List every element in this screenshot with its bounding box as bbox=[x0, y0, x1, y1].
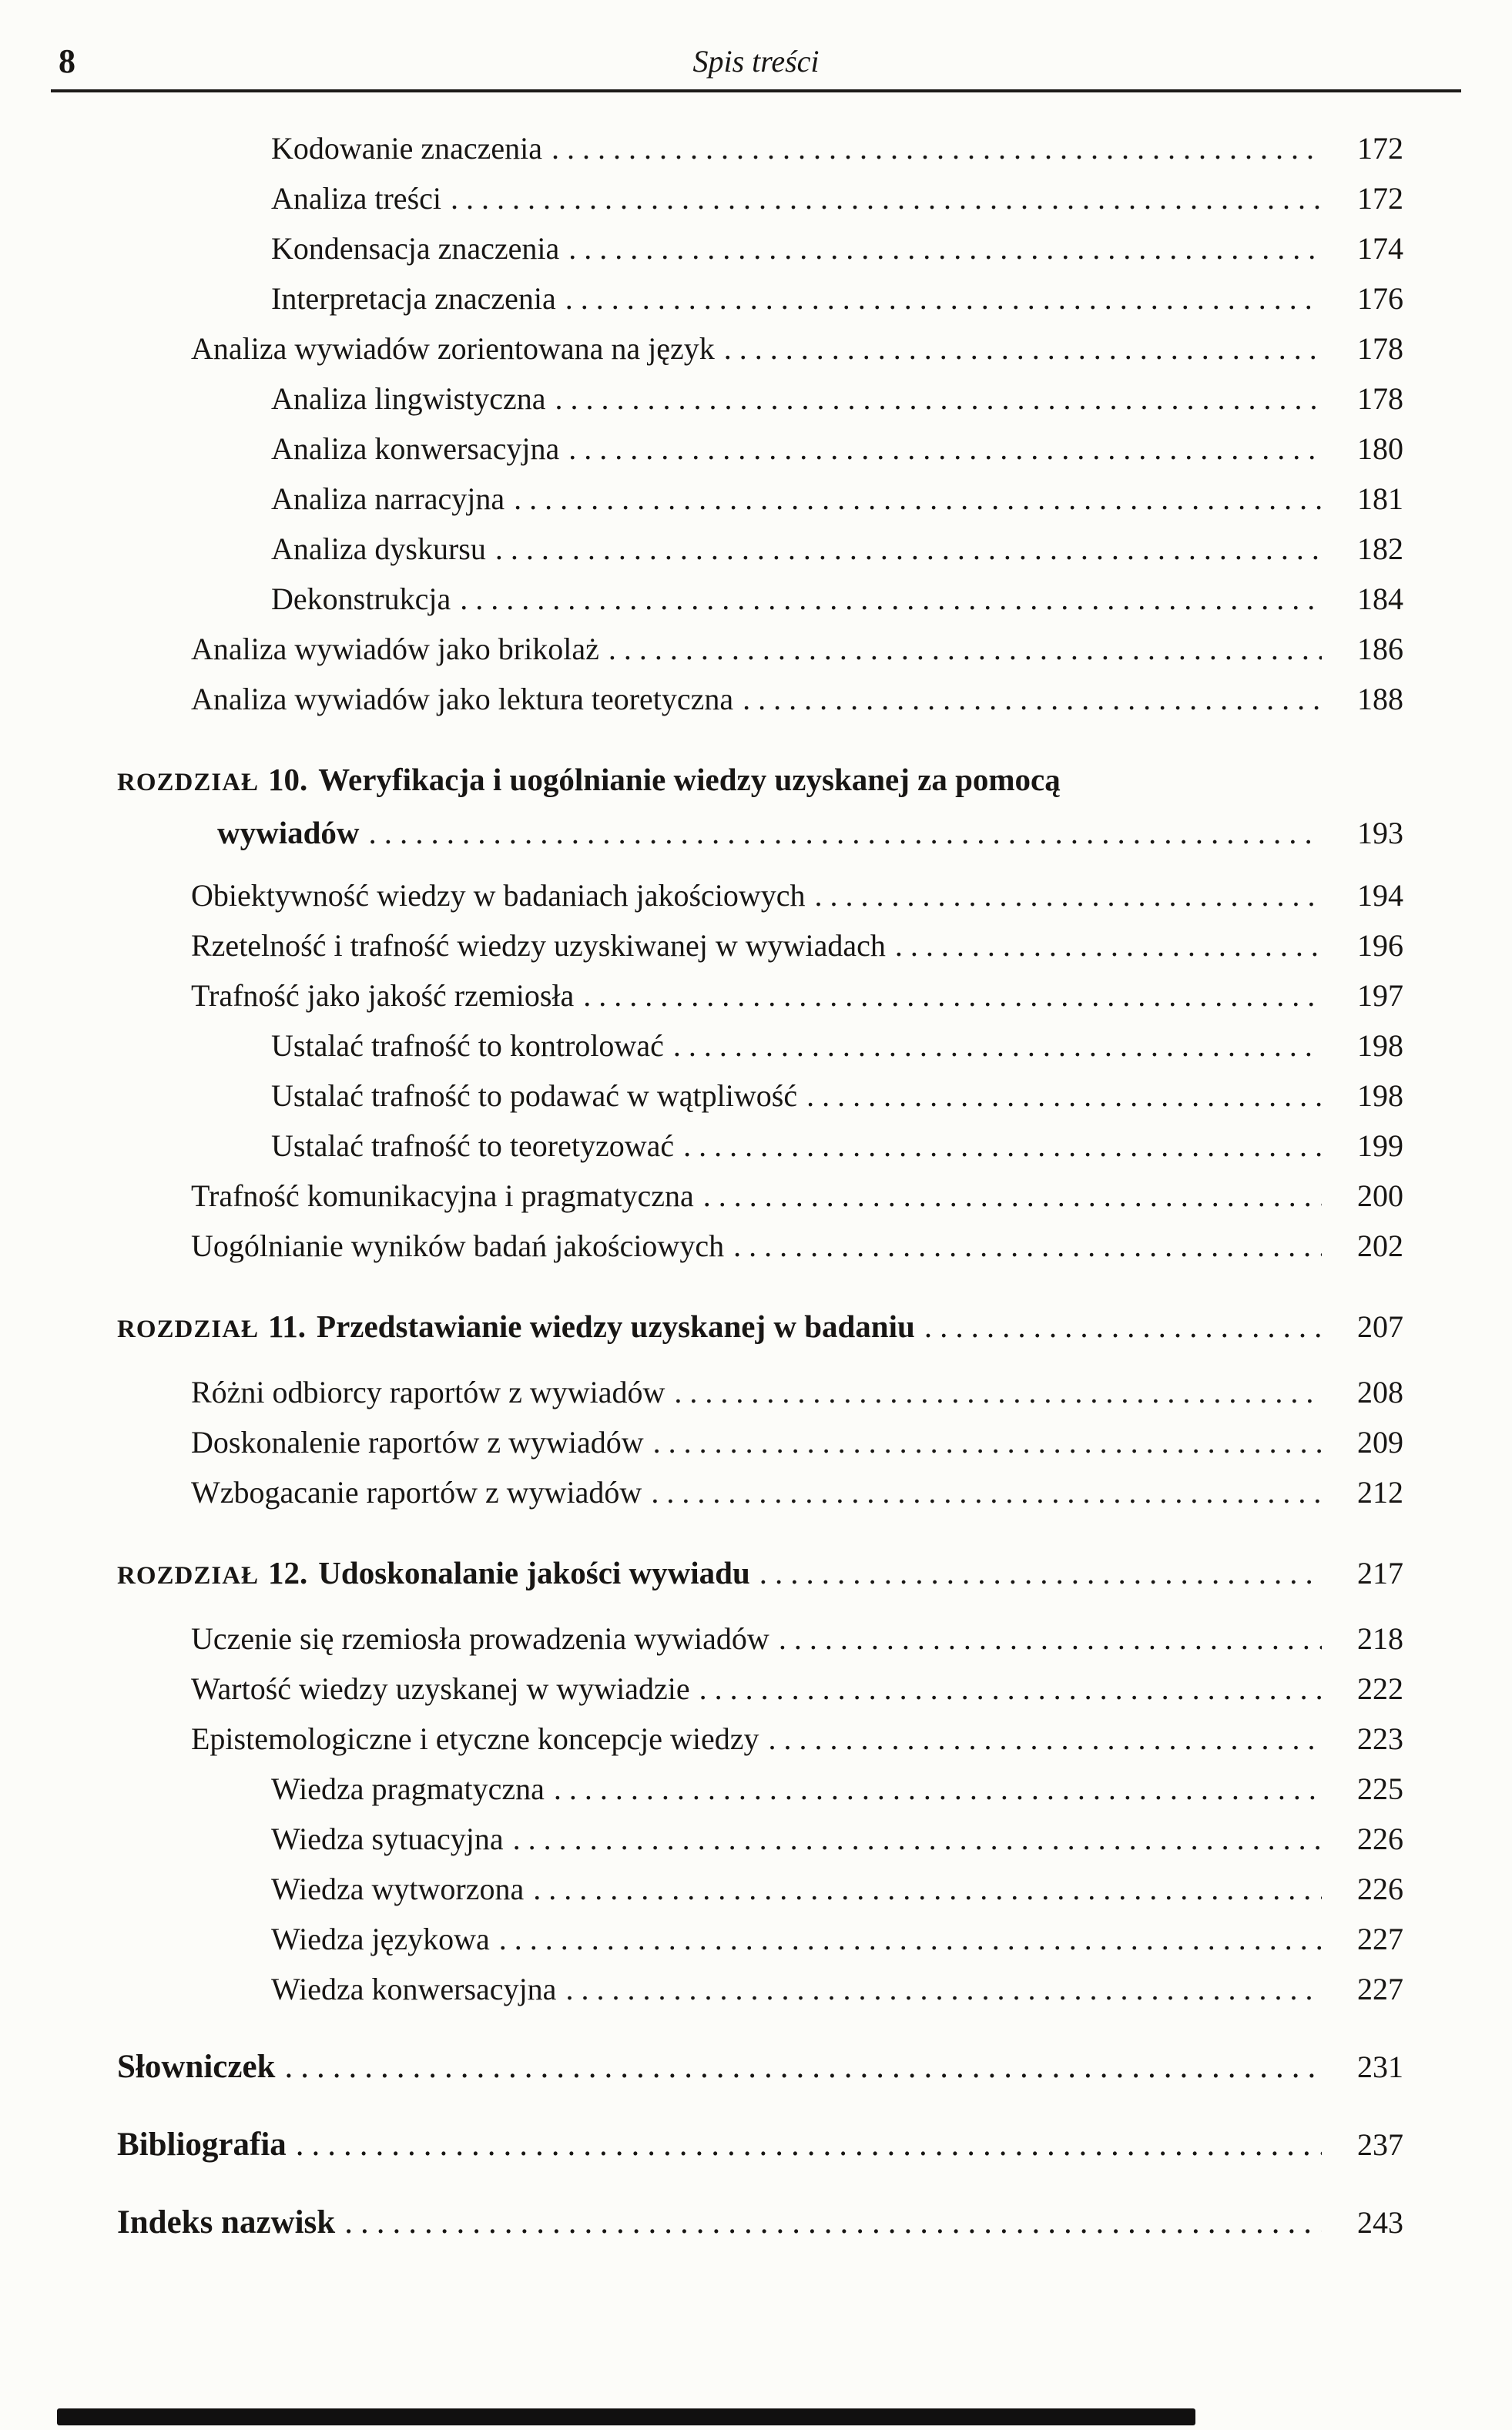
toc-entry bbox=[117, 1121, 1403, 1171]
toc-backmatter-entry bbox=[117, 2120, 1403, 2170]
entry-label: Indeks nazwisk bbox=[117, 2204, 336, 2241]
toc-entry bbox=[117, 1764, 1403, 1814]
entry-label: Trafność jako jakość rzemiosła bbox=[191, 978, 575, 1013]
page-ref: 184 bbox=[1357, 582, 1403, 616]
chapter-number: 10. bbox=[268, 762, 308, 797]
page-ref: 227 bbox=[1357, 1972, 1403, 2006]
page-ref: 178 bbox=[1357, 331, 1403, 366]
toc-entry bbox=[117, 1714, 1403, 1764]
scan-artifact-bar bbox=[57, 2408, 1195, 2425]
entry-label: Trafność komunikacyjna i pragmatyczna bbox=[191, 1178, 694, 1213]
dot-leader bbox=[565, 1964, 1322, 2014]
page-ref: 172 bbox=[1357, 181, 1403, 216]
dot-leader bbox=[513, 1814, 1322, 1864]
dot-leader bbox=[460, 574, 1322, 624]
toc-entry bbox=[117, 1864, 1403, 1914]
page-ref: 217 bbox=[1357, 1556, 1403, 1590]
toc-entry bbox=[117, 1664, 1403, 1714]
toc-entry bbox=[117, 624, 1403, 674]
page-ref: 180 bbox=[1357, 431, 1403, 466]
dot-leader bbox=[369, 808, 1322, 858]
dot-leader bbox=[815, 870, 1322, 920]
page-ref: 231 bbox=[1357, 2050, 1403, 2084]
entry-label: Ustalać trafność to teoretyzować bbox=[271, 1128, 675, 1163]
page-ref: 212 bbox=[1357, 1475, 1403, 1510]
entry-label: Analiza narracyjna bbox=[271, 481, 505, 516]
page-ref: 202 bbox=[1357, 1228, 1403, 1263]
chapter-title: Udoskonalanie jakości wywiadu bbox=[318, 1555, 750, 1590]
toc-entry bbox=[117, 323, 1403, 374]
chapter-word: ROZDZIAŁ bbox=[117, 1562, 260, 1590]
toc-entry bbox=[117, 1367, 1403, 1417]
entry-label: Doskonalenie raportów z wywiadów bbox=[191, 1425, 644, 1460]
page-ref: 207 bbox=[1357, 1309, 1403, 1344]
dot-leader bbox=[499, 1914, 1322, 1964]
dot-leader bbox=[924, 1302, 1322, 1352]
page-ref: 172 bbox=[1357, 131, 1403, 166]
page-ref: 174 bbox=[1357, 231, 1403, 266]
entry-label: Kodowanie znaczenia bbox=[271, 131, 543, 166]
page-number: 8 bbox=[59, 42, 75, 80]
page-ref: 196 bbox=[1357, 928, 1403, 963]
page-ref: 181 bbox=[1357, 481, 1403, 516]
toc-entry bbox=[117, 1467, 1403, 1517]
dot-leader bbox=[554, 1764, 1322, 1814]
entry-label: Analiza wywiadów zorientowana na język bbox=[191, 331, 715, 366]
chapter-word: ROZDZIAŁ bbox=[117, 769, 260, 796]
chapter-title: Przedstawianie wiedzy uzyskanej w badaniu bbox=[317, 1309, 915, 1344]
entry-label: Analiza dyskursu bbox=[271, 531, 486, 566]
entry-label: Wiedza językowa bbox=[271, 1922, 490, 1956]
page-ref: 200 bbox=[1357, 1178, 1403, 1213]
entry-label: Rzetelność i trafność wiedzy uzyskiwanej w wywiadach bbox=[191, 928, 886, 963]
dot-leader bbox=[583, 970, 1322, 1021]
toc-entry bbox=[117, 1914, 1403, 1964]
entry-label: Wiedza pragmatyczna bbox=[271, 1771, 545, 1806]
dot-leader bbox=[759, 1548, 1322, 1598]
toc-entry bbox=[117, 424, 1403, 474]
toc-entry bbox=[117, 474, 1403, 524]
toc-entry bbox=[117, 1071, 1403, 1121]
page-ref: 188 bbox=[1357, 682, 1403, 716]
dot-leader bbox=[568, 223, 1322, 273]
entry-label: Epistemologiczne i etyczne koncepcje wiedzy bbox=[191, 1721, 759, 1756]
entry-label: Analiza wywiadów jako lektura teoretyczna bbox=[191, 682, 734, 716]
toc-entry bbox=[117, 123, 1403, 173]
toc-entry bbox=[117, 273, 1403, 323]
toc-backmatter-entry bbox=[117, 2042, 1403, 2092]
entry-label: Uogólnianie wyników badań jakościowych bbox=[191, 1228, 725, 1263]
page-header bbox=[51, 0, 1461, 92]
page-ref: 198 bbox=[1357, 1078, 1403, 1113]
entry-label: Wiedza sytuacyjna bbox=[271, 1822, 504, 1856]
toc-entry bbox=[117, 674, 1403, 724]
page-ref: 209 bbox=[1357, 1425, 1403, 1460]
dot-leader bbox=[568, 424, 1322, 474]
entry-label: Interpretacja znaczenia bbox=[271, 281, 556, 316]
dot-leader bbox=[533, 1864, 1322, 1914]
toc-entry bbox=[117, 970, 1403, 1021]
page-ref: 194 bbox=[1357, 878, 1403, 913]
toc-entry bbox=[117, 1221, 1403, 1271]
dot-leader bbox=[608, 624, 1322, 674]
toc-entry bbox=[117, 574, 1403, 624]
page-ref: 226 bbox=[1357, 1872, 1403, 1906]
dot-leader bbox=[653, 1417, 1322, 1467]
entry-label: Słowniczek bbox=[117, 2049, 276, 2085]
entry-label: Wiedza konwersacyjna bbox=[271, 1972, 557, 2006]
toc-entry bbox=[117, 1614, 1403, 1664]
dot-leader bbox=[743, 674, 1322, 724]
toc-entry bbox=[117, 920, 1403, 970]
dot-leader bbox=[699, 1664, 1322, 1714]
dot-leader bbox=[284, 2042, 1322, 2092]
toc-entry bbox=[117, 1171, 1403, 1221]
entry-label: Ustalać trafność to kontrolować bbox=[271, 1028, 664, 1063]
toc-list bbox=[117, 123, 1403, 2247]
dot-leader bbox=[673, 1021, 1322, 1071]
toc-entry bbox=[117, 1417, 1403, 1467]
dot-leader bbox=[344, 2197, 1322, 2247]
page-ref: 237 bbox=[1357, 2127, 1403, 2162]
dot-leader bbox=[565, 273, 1322, 323]
dot-leader bbox=[806, 1071, 1322, 1121]
chapter-word: ROZDZIAŁ bbox=[117, 1316, 260, 1343]
dot-leader bbox=[733, 1221, 1322, 1271]
entry-label: Obiektywność wiedzy w badaniach jakościowych bbox=[191, 878, 806, 913]
dot-leader bbox=[451, 173, 1322, 223]
toc-entry bbox=[117, 223, 1403, 273]
toc-entry bbox=[117, 870, 1403, 920]
dot-leader bbox=[495, 524, 1322, 574]
page-ref: 222 bbox=[1357, 1671, 1403, 1706]
dot-leader bbox=[555, 374, 1322, 424]
entry-label: Wzbogacanie raportów z wywiadów bbox=[191, 1475, 642, 1510]
page-ref: 227 bbox=[1357, 1922, 1403, 1956]
dot-leader bbox=[724, 323, 1322, 374]
toc-backmatter-entry bbox=[117, 2197, 1403, 2247]
toc-entry bbox=[117, 1814, 1403, 1864]
toc-entry bbox=[117, 524, 1403, 574]
entry-label: Różni odbiorcy raportów z wywiadów bbox=[191, 1375, 665, 1409]
entry-label: Analiza lingwistyczna bbox=[271, 381, 546, 416]
toc-entry bbox=[117, 1964, 1403, 2014]
dot-leader bbox=[768, 1714, 1322, 1764]
dot-leader bbox=[703, 1171, 1322, 1221]
toc-chapter-heading bbox=[117, 1302, 1403, 1355]
page-ref: 186 bbox=[1357, 632, 1403, 666]
dot-leader bbox=[895, 920, 1322, 970]
dot-leader bbox=[551, 123, 1322, 173]
dot-leader bbox=[651, 1467, 1322, 1517]
chapter-number: 11. bbox=[268, 1309, 307, 1344]
entry-label: Kondensacja znaczenia bbox=[271, 231, 560, 266]
toc-chapter-heading bbox=[117, 1548, 1403, 1601]
toc-chapter-heading bbox=[117, 755, 1403, 808]
dot-leader bbox=[514, 474, 1322, 524]
running-head-title: Spis treści bbox=[692, 44, 820, 79]
page-ref: 176 bbox=[1357, 281, 1403, 316]
page-ref: 182 bbox=[1357, 531, 1403, 566]
page-ref: 223 bbox=[1357, 1721, 1403, 1756]
chapter-title: Weryfikacja i uogólnianie wiedzy uzyskanej za pomocą bbox=[318, 762, 1061, 797]
toc-entry bbox=[117, 173, 1403, 223]
page-ref: 208 bbox=[1357, 1375, 1403, 1409]
chapter-number: 12. bbox=[268, 1555, 308, 1590]
page-ref: 198 bbox=[1357, 1028, 1403, 1063]
page-ref: 193 bbox=[1357, 816, 1403, 850]
page-ref: 243 bbox=[1357, 2205, 1403, 2240]
entry-label: Dekonstrukcja bbox=[271, 582, 451, 616]
entry-label: Wiedza wytworzona bbox=[271, 1872, 525, 1906]
chapter-title-continuation: wywiadów bbox=[217, 815, 360, 850]
page-ref: 178 bbox=[1357, 381, 1403, 416]
page-ref: 225 bbox=[1357, 1771, 1403, 1806]
dot-leader bbox=[296, 2120, 1322, 2170]
page-ref: 226 bbox=[1357, 1822, 1403, 1856]
entry-label: Analiza konwersacyjna bbox=[271, 431, 560, 466]
entry-label: Bibliografia bbox=[117, 2127, 287, 2163]
dot-leader bbox=[683, 1121, 1322, 1171]
running-head bbox=[51, 42, 1461, 82]
entry-label: Ustalać trafność to podawać w wątpliwość bbox=[271, 1078, 798, 1113]
page-ref: 199 bbox=[1357, 1128, 1403, 1163]
page-ref: 197 bbox=[1357, 978, 1403, 1013]
toc-chapter-heading-continuation bbox=[117, 808, 1403, 858]
dot-leader bbox=[674, 1367, 1322, 1417]
dot-leader bbox=[779, 1614, 1322, 1664]
entry-label: Uczenie się rzemiosła prowadzenia wywiadów bbox=[191, 1621, 769, 1656]
page-ref: 218 bbox=[1357, 1621, 1403, 1656]
header-rule bbox=[51, 89, 1461, 92]
entry-label: Analiza wywiadów jako brikolaż bbox=[191, 632, 599, 666]
entry-label: Analiza treści bbox=[271, 181, 441, 216]
entry-label: Wartość wiedzy uzyskanej w wywiadzie bbox=[191, 1671, 690, 1706]
toc-entry bbox=[117, 1021, 1403, 1071]
toc-entry bbox=[117, 374, 1403, 424]
